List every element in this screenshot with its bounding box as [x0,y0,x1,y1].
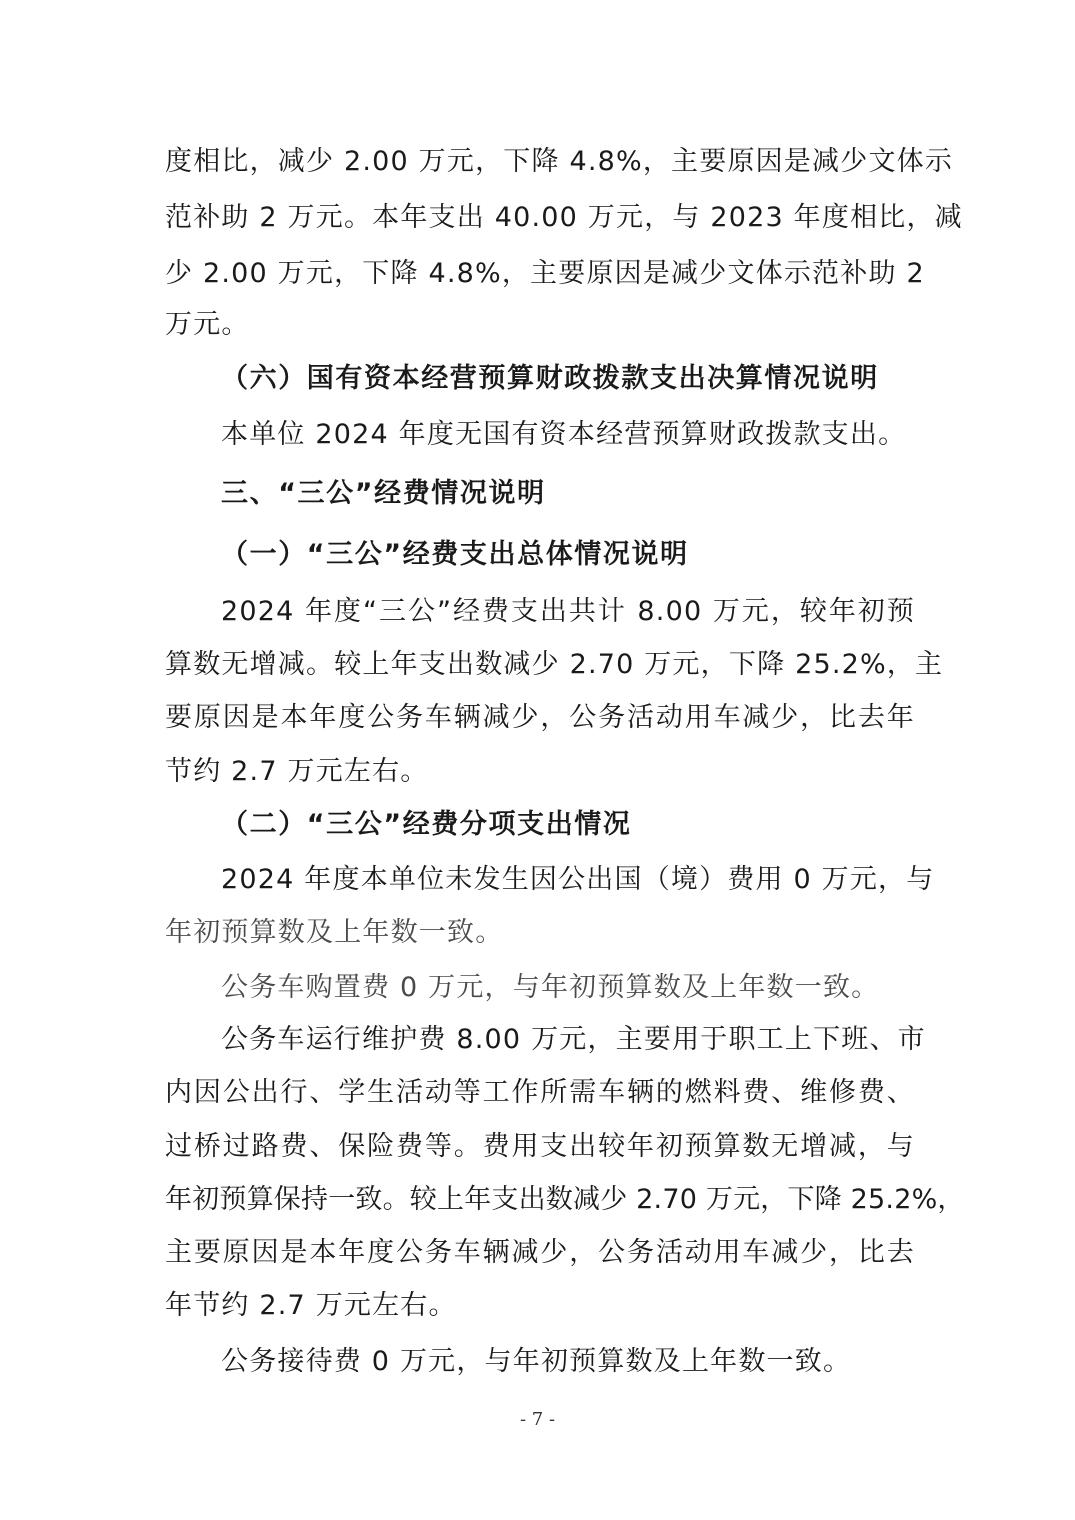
section-heading-2: （二）“三公”经费分项支出情况 [221,809,632,840]
body-text-line: 过桥过路费、保险费等。费用支出较年初预算数无增减，与 [165,1131,915,1162]
section-heading-1: （一）“三公”经费支出总体情况说明 [221,539,689,570]
body-text-line: 年初预算保持一致。较上年支出数减少 2.70 万元，下降 25.2%， [165,1184,965,1215]
body-text-line: 算数无增减。较上年支出数减少 2.70 万元，下降 25.2%，主 [165,649,944,680]
body-text-line: 内因公出行、学生活动等工作所需车辆的燃料费、维修费、 [165,1077,915,1108]
body-text-line: 2024 年度本单位未发生因公出国（境）费用 0 万元，与 [221,864,935,895]
body-text-line: 本单位 2024 年度无国有资本经营预算财政拨款支出。 [221,419,907,450]
body-text-line: 2024 年度“三公”经费支出共计 8.00 万元，较年初预 [221,596,915,627]
body-text-line: 要原因是本年度公务车辆减少，公务活动用车减少，比去年 [165,702,915,733]
body-text-line: 年初预算数及上年数一致。 [165,917,504,948]
body-text-line: 万元。 [165,309,250,340]
page-number: - 7 - [519,1409,556,1430]
body-text-line: 少 2.00 万元，下降 4.8%，主要原因是减少文体示范补助 2 [165,258,925,289]
body-text-line: 公务车运行维护费 8.00 万元，主要用于职工上下班、市 [221,1024,926,1055]
chapter-heading-3: 三、“三公”经费情况说明 [221,478,546,509]
body-text-line: 度相比，减少 2.00 万元，下降 4.8%，主要原因是减少文体示 [165,146,954,177]
section-heading-6: （六）国有资本经营预算财政拨款支出决算情况说明 [221,363,879,394]
body-text-line: 公务车购置费 0 万元，与年初预算数及上年数一致。 [221,972,880,1003]
body-text-line: 范补助 2 万元。本年支出 40.00 万元，与 2023 年度相比，减 [165,202,963,233]
body-text-line: 节约 2.7 万元左右。 [165,756,429,787]
body-text-line: 主要原因是本年度公务车辆减少，公务活动用车减少，比去 [165,1237,915,1268]
body-text-line: 公务接待费 0 万元，与年初预算数及上年数一致。 [221,1346,852,1377]
body-text-line: 年节约 2.7 万元左右。 [165,1290,457,1321]
